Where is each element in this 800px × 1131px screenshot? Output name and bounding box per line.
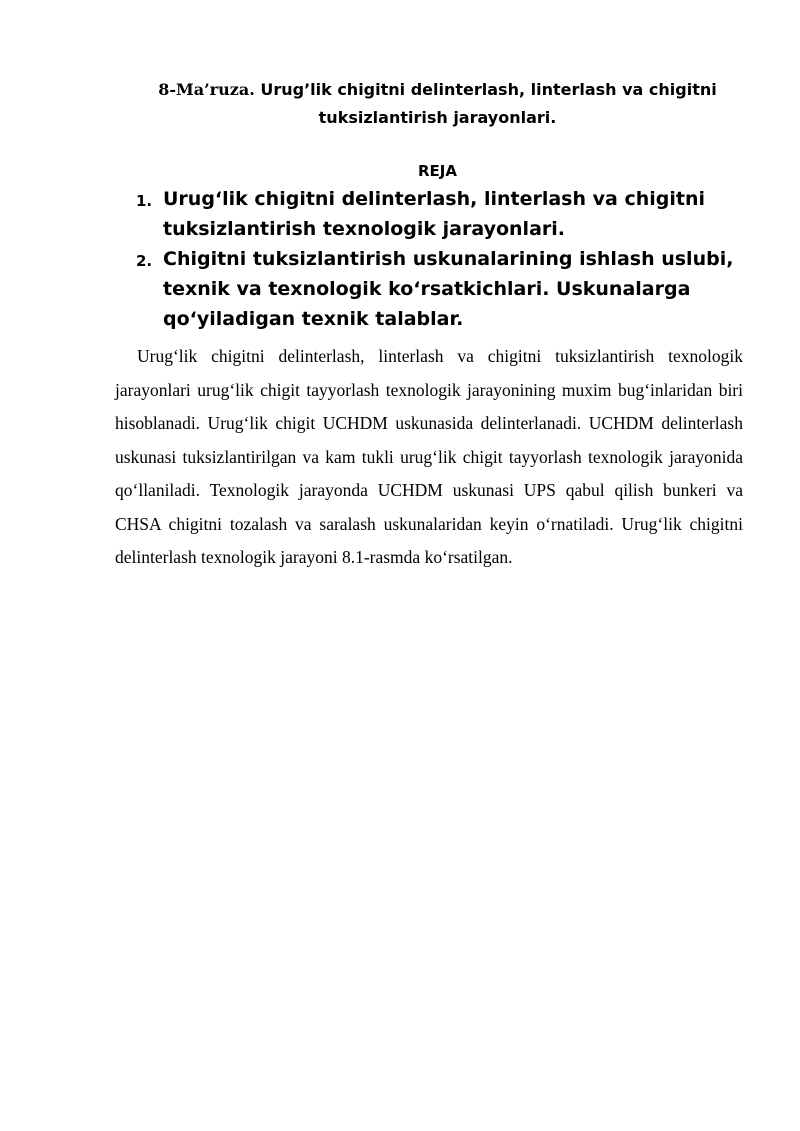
plan-item-text: Chigitni tuksizlantirish uskunalarining ishlash uslubi, texnik va texnologik ko‘rsatkichlari. Uskunalarga qo‘yiladigan texnik talablar. — [163, 248, 734, 330]
plan-item — [136, 244, 756, 334]
lecture-number: 8-Ma’ruza. — [158, 80, 255, 99]
plan-item-number: 2. — [136, 252, 153, 270]
lecture-title-text: Urug’lik chigitni delinterlash, linterlash va chigitni tuksizlantirish jarayonlari. — [254, 80, 717, 127]
plan-item-number: 1. — [136, 192, 153, 210]
plan-heading: REJA — [418, 162, 457, 180]
plan-item — [136, 184, 756, 244]
plan-item-text: Urug‘lik chigitni delinterlash, linterlash va chigitni tuksizlantirish texnologik jarayonlari. — [163, 188, 705, 240]
lecture-title — [100, 76, 775, 132]
plan-list — [136, 184, 756, 334]
body-paragraph: Urug‘lik chigitni delinterlash, linterlash va chigitni tuksizlantirish texnologik jarayonlari urug‘lik chigit tayyorlash texnologik jarayonining muxim bug‘inlaridan biri hisoblanadi. Urug‘lik chigit UCHDM uskunasida delinterlanadi. UCHDM delinterlash uskunasi tuksizlantirilgan va kam tukli urug‘lik chigit tayyorlash texnologik jarayonida qo‘llaniladi. Texnologik jarayonda UCHDM uskunasi UPS qabul qilish bunkeri va CHSA chigitni tozalash va saralash uskunalaridan keyin o‘rnatiladi. Urug‘lik chigitni delinterlash texnologik jarayoni 8.1-rasmda ko‘rsatilgan. — [115, 346, 743, 567]
